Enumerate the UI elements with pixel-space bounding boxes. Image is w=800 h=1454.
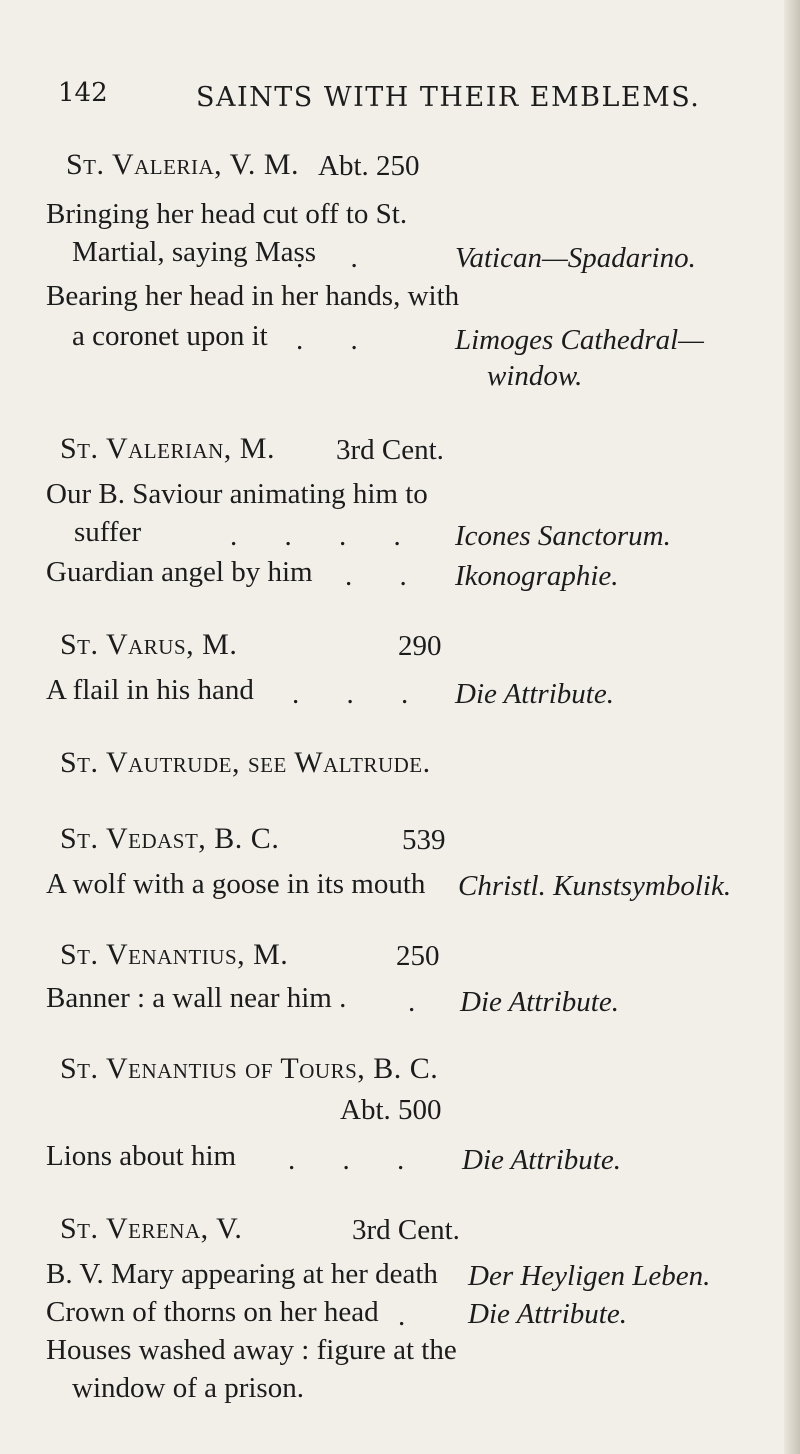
entry-heading-vautrude: St. Vautrude, see Waltrude. xyxy=(60,746,431,779)
entry-citation: Ikonographie. xyxy=(455,560,619,592)
entry-line: Guardian angel by him xyxy=(46,556,313,588)
leader-dots: . . . xyxy=(288,1144,425,1176)
page-edge-shadow xyxy=(784,0,800,1454)
leader-dots: . . xyxy=(345,560,427,592)
entry-citation: Die Attribute. xyxy=(462,1144,621,1176)
leader-dots: . xyxy=(398,1300,426,1332)
entry-citation: Limoges Cathedral— xyxy=(455,324,704,356)
entry-heading-venantius-of-tours: St. Venantius of Tours, B. C. xyxy=(60,1052,439,1085)
entry-line: suffer xyxy=(74,516,142,548)
entry-date-vedast: 539 xyxy=(402,824,446,856)
entry-date-verena: 3rd Cent. xyxy=(352,1214,460,1246)
page-number: 142 xyxy=(58,78,108,108)
entry-date-venantius: 250 xyxy=(396,940,440,972)
running-head: SAINTS WITH THEIR EMBLEMS. xyxy=(196,82,701,113)
entry-line: Bringing her head cut off to St. xyxy=(46,198,408,230)
entry-heading-vedast: St. Vedast, B. C. xyxy=(60,822,280,855)
entry-heading-venantius: St. Venantius, M. xyxy=(60,938,289,971)
entry-line: Crown of thorns on her head xyxy=(46,1296,379,1328)
leader-dots: . . xyxy=(296,242,378,274)
leader-dots: . . . xyxy=(292,678,429,710)
entry-line: Houses washed away : figure at the xyxy=(46,1334,457,1366)
entry-citation: Die Attribute. xyxy=(460,986,619,1018)
entry-citation: Die Attribute. xyxy=(468,1298,627,1330)
leader-dots: . xyxy=(408,986,436,1018)
entry-line: Bearing her head in her hands, with xyxy=(46,280,460,312)
entry-line: Martial, saying Mass xyxy=(72,236,317,268)
entry-date-valeria: Abt. 250 xyxy=(318,150,420,182)
entry-line: A flail in his hand xyxy=(46,674,254,706)
entry-line: Banner : a wall near him . xyxy=(46,982,347,1014)
entry-citation: Christl. Kunstsymbolik. xyxy=(458,870,732,902)
leader-dots: . . xyxy=(296,324,378,356)
entry-date-venantius-of-tours: Abt. 500 xyxy=(340,1094,442,1126)
entry-line: B. V. Mary appearing at her death xyxy=(46,1258,438,1290)
entry-line: A wolf with a goose in its mouth xyxy=(46,868,426,900)
entry-date-valerian: 3rd Cent. xyxy=(336,434,444,466)
entry-citation: Vatican—Spadarino. xyxy=(455,242,696,274)
entry-line: Lions about him xyxy=(46,1140,237,1172)
entry-line: window of a prison. xyxy=(72,1372,304,1404)
entry-date-varus: 290 xyxy=(398,630,442,662)
entry-heading-valerian: St. Valerian, M. xyxy=(60,432,275,465)
leader-dots: . . . . xyxy=(230,520,421,552)
entry-heading-valeria: St. Valeria, V. M. xyxy=(66,148,300,181)
entry-line: Our B. Saviour animating him to xyxy=(46,478,428,510)
entry-citation: Der Heyligen Leben. xyxy=(468,1260,711,1292)
entry-heading-varus: St. Varus, M. xyxy=(60,628,238,661)
entry-citation: Die Attribute. xyxy=(455,678,614,710)
entry-citation: window. xyxy=(487,360,583,392)
entry-line: a coronet upon it xyxy=(72,320,268,352)
entry-citation: Icones Sanctorum. xyxy=(455,520,671,552)
entry-heading-verena: St. Verena, V. xyxy=(60,1212,243,1245)
